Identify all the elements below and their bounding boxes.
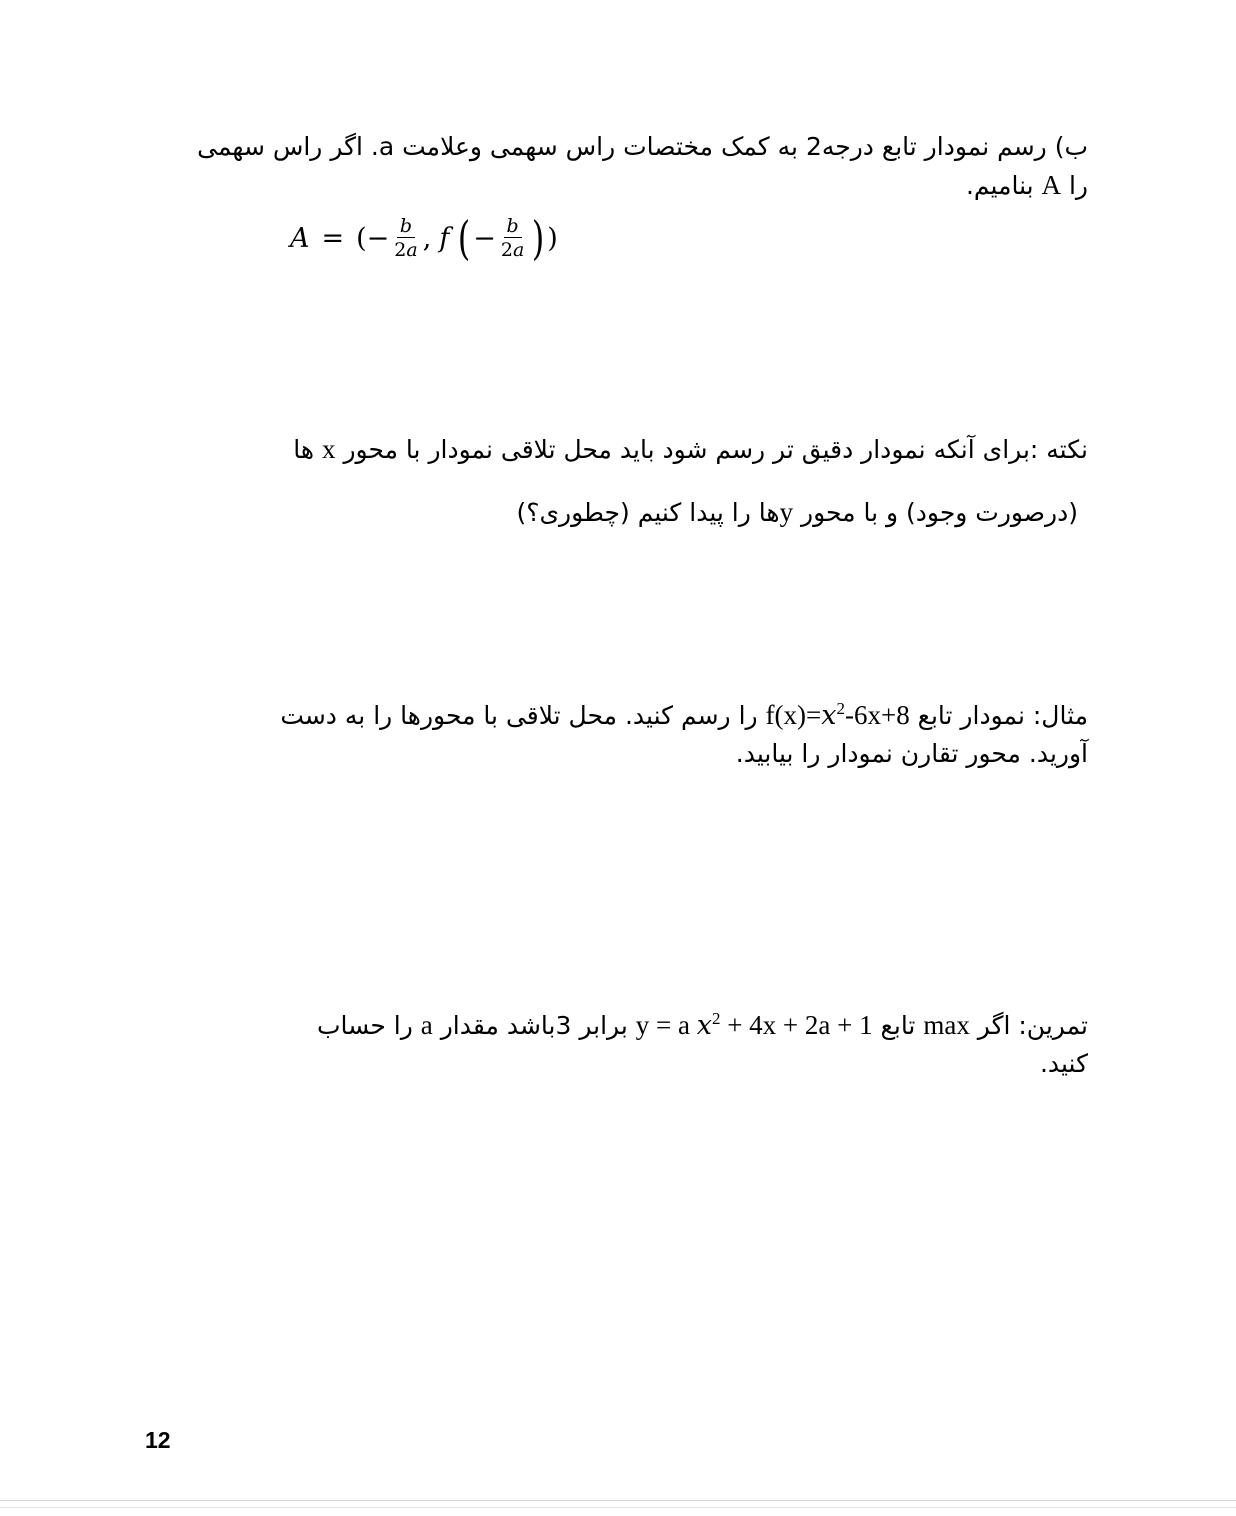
function-exponent: 2	[836, 699, 845, 718]
function-var: x	[821, 700, 837, 731]
formula-open: (−	[356, 222, 390, 254]
den-var: a	[406, 238, 418, 261]
vertex-formula	[290, 205, 558, 271]
example-paragraph	[148, 690, 1088, 773]
text-fragment: را رسم کنید. محل تلاقی با محورها را به دست	[280, 701, 766, 730]
text-fragment: را حساب	[316, 1011, 421, 1040]
big-paren-open: (	[458, 211, 471, 265]
text-fragment: (درصورت وجود) و با محور	[793, 498, 1078, 527]
formula-equals: =	[321, 222, 345, 254]
fraction-denominator	[498, 238, 527, 262]
equation-var: x	[696, 1010, 712, 1041]
max-word: max	[923, 1010, 970, 1040]
exercise-paragraph	[148, 1000, 1088, 1083]
text-fragment: تمرین: اگر	[969, 1011, 1088, 1040]
note-paragraph	[148, 418, 1088, 544]
latin-variable: a	[420, 1010, 433, 1040]
page-bottom-divider	[0, 1500, 1236, 1501]
exercise-line2: کنید.	[1039, 1049, 1088, 1078]
note-line2	[148, 481, 1088, 544]
latin-variable: A	[1041, 170, 1062, 200]
fraction-numerator: b	[504, 215, 522, 238]
function-prefix: f(x)=	[765, 700, 822, 730]
exercise-line1	[148, 1000, 1088, 1045]
text-fragment: برابر 3باشد مقدار	[432, 1011, 636, 1040]
formula-minus: −	[473, 222, 496, 254]
text-fragment: نکته :برای آنکه نمودار دقیق تر رسم شود باید محل تلاقی نمودار با محور	[335, 435, 1088, 464]
formula-lhs: A	[290, 222, 310, 254]
fraction-1	[391, 215, 420, 262]
latin-variable: x	[322, 434, 336, 464]
note-line1	[148, 418, 1088, 481]
example-function	[766, 690, 910, 735]
text-fragment: را	[1061, 171, 1088, 200]
equation-part: y = a	[635, 1010, 697, 1040]
text-fragment: مثال: نمودار تابع	[909, 701, 1088, 730]
equation-part: + 4x + 2a + 1	[720, 1010, 873, 1040]
section-b-line2	[148, 166, 1088, 205]
den-coef: 2	[394, 238, 407, 261]
big-paren-close: )	[532, 211, 545, 265]
fraction-numerator: b	[397, 215, 415, 238]
example-line2: آورید. محور تقارن نمودار را بیابید.	[735, 739, 1088, 768]
text-fragment: ها را پیدا کنیم (چطوری؟)	[516, 498, 780, 527]
formula-close: )	[547, 222, 558, 254]
exercise-equation	[636, 1000, 873, 1045]
text-fragment: تابع	[872, 1011, 924, 1040]
fraction-denominator	[391, 238, 420, 262]
section-b-line1: ب) رسم نمودار تابع درجه2 به کمک مختصات راس سهمی وعلامت a. اگر راس سهمی	[197, 132, 1088, 161]
latin-variable: y	[779, 497, 794, 527]
equation-exponent: 2	[711, 1009, 721, 1028]
formula-func: f	[439, 222, 450, 254]
formula-separator: ,	[422, 222, 432, 254]
den-var: a	[512, 238, 525, 261]
fraction-2	[498, 215, 527, 262]
text-fragment: بنامیم.	[965, 171, 1042, 200]
text-fragment: ها	[293, 435, 323, 464]
page-number: 12	[145, 1427, 171, 1453]
den-coef: 2	[500, 238, 513, 261]
function-rest: -6x+8	[844, 700, 910, 730]
example-line1	[148, 690, 1088, 735]
page-bottom-divider	[0, 1507, 1236, 1508]
section-b-paragraph	[148, 128, 1088, 205]
